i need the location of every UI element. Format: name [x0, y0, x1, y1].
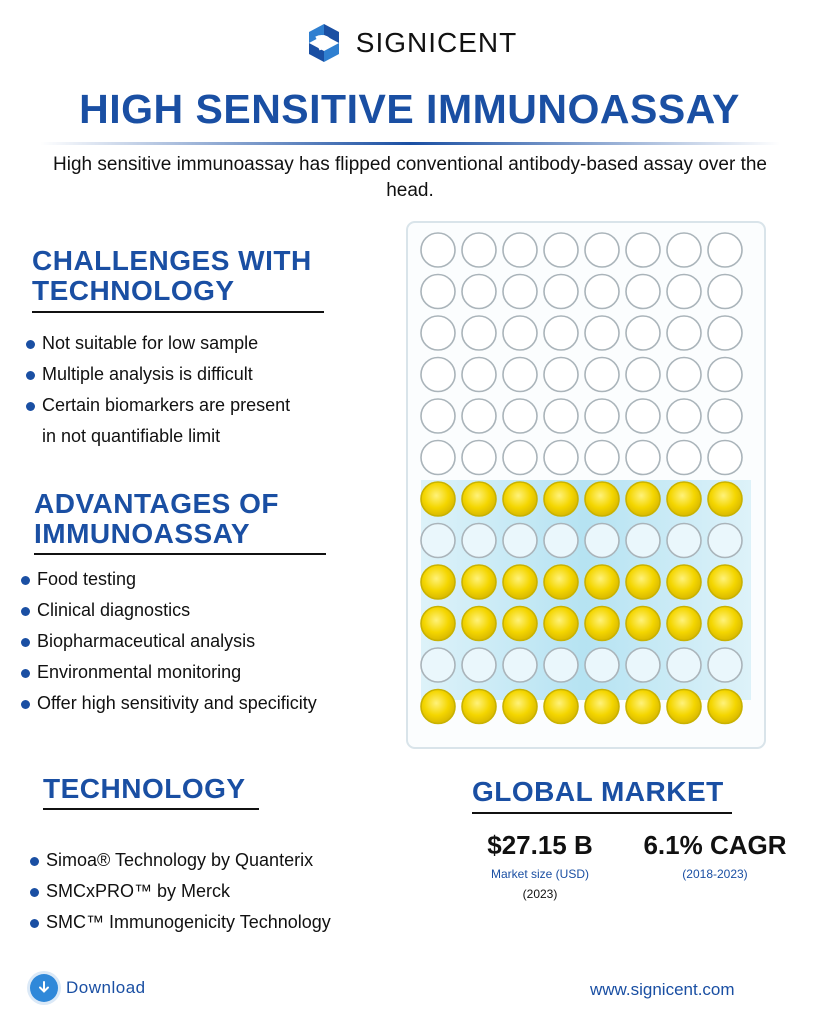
website-link[interactable]: www.signicent.com	[590, 980, 735, 999]
plate-well	[503, 524, 537, 558]
list-item: Environmental monitoring	[21, 657, 411, 688]
advantages-list	[21, 564, 411, 719]
market-size-value: $27.15 B	[487, 830, 593, 860]
plate-well	[708, 233, 742, 267]
plate-well	[708, 441, 742, 475]
plate-well	[462, 275, 496, 309]
advantages-list-wrap	[21, 564, 411, 719]
plate-well	[585, 690, 619, 724]
plate-well	[462, 358, 496, 392]
plate-well	[708, 607, 742, 641]
challenges-heading: CHALLENGES WITH TECHNOLOGY	[32, 245, 312, 306]
market-heading: GLOBAL MARKET	[472, 776, 724, 807]
plate-well	[585, 565, 619, 599]
market-divider	[472, 812, 732, 814]
plate-well	[544, 565, 578, 599]
plate-well	[421, 399, 455, 433]
technology-section	[43, 774, 246, 804]
challenges-divider	[32, 311, 324, 313]
plate-well	[626, 524, 660, 558]
list-item-continuation: in not quantifiable limit	[42, 426, 221, 446]
advantages-section	[34, 489, 279, 549]
plate-well	[708, 482, 742, 516]
plate-well	[626, 233, 660, 267]
plate-well	[503, 441, 537, 475]
plate-well	[708, 690, 742, 724]
cagr-value: 6.1% CAGR	[643, 830, 787, 860]
plate-well	[667, 524, 701, 558]
plate-well	[708, 399, 742, 433]
plate-well	[544, 316, 578, 350]
plate-well	[462, 441, 496, 475]
plate-well	[585, 524, 619, 558]
plate-well	[626, 316, 660, 350]
plate-well	[421, 441, 455, 475]
list-item: SMC™ Immunogenicity Technology	[30, 907, 410, 938]
list-item: Clinical diagnostics	[21, 595, 411, 626]
plate-well	[626, 690, 660, 724]
plate-well	[503, 316, 537, 350]
plate-well	[544, 607, 578, 641]
plate-well	[585, 316, 619, 350]
plate-well	[626, 441, 660, 475]
market-size-year: (2023)	[522, 887, 558, 901]
plate-well	[503, 275, 537, 309]
microplate-image	[405, 220, 770, 750]
download-button[interactable]	[30, 974, 146, 1002]
plate-well	[585, 648, 619, 682]
plate-well	[667, 275, 701, 309]
plate-well	[708, 524, 742, 558]
plate-well	[667, 358, 701, 392]
list-item: Biopharmaceutical analysis	[21, 626, 411, 657]
plate-well	[544, 648, 578, 682]
advantages-heading: ADVANTAGES OF IMMUNOASSAY	[34, 488, 280, 549]
plate-well	[503, 607, 537, 641]
plate-well	[503, 565, 537, 599]
plate-well	[585, 399, 619, 433]
plate-well	[667, 441, 701, 475]
plate-well	[667, 316, 701, 350]
plate-well	[585, 233, 619, 267]
plate-well	[421, 607, 455, 641]
plate-well	[503, 648, 537, 682]
plate-well	[585, 358, 619, 392]
plate-well	[626, 275, 660, 309]
plate-well	[421, 690, 455, 724]
cagr-period: (2018-2023)	[682, 867, 748, 881]
plate-well	[667, 648, 701, 682]
plate-well	[708, 275, 742, 309]
plate-well	[585, 607, 619, 641]
challenges-section	[32, 246, 312, 306]
plate-well	[667, 565, 701, 599]
plate-well	[462, 482, 496, 516]
plate-well	[544, 399, 578, 433]
brand-logo	[0, 18, 819, 68]
technology-list-wrap	[30, 845, 410, 938]
plate-well	[626, 648, 660, 682]
plate-well	[667, 399, 701, 433]
cagr-block	[630, 830, 800, 881]
plate-well	[421, 275, 455, 309]
plate-well	[544, 482, 578, 516]
plate-well	[462, 524, 496, 558]
advantages-divider	[34, 553, 326, 555]
plate-well	[462, 648, 496, 682]
plate-well	[544, 233, 578, 267]
plate-well	[626, 358, 660, 392]
list-item: SMCxPRO™ by Merck	[30, 876, 410, 907]
download-icon	[30, 974, 58, 1002]
list-item: Not suitable for low sample	[26, 328, 396, 359]
plate-well	[667, 482, 701, 516]
plate-well	[421, 482, 455, 516]
plate-well	[462, 233, 496, 267]
plate-well	[503, 358, 537, 392]
plate-well	[462, 607, 496, 641]
plate-well	[626, 565, 660, 599]
technology-divider	[43, 808, 259, 810]
title-divider	[40, 142, 780, 145]
market-section	[472, 777, 724, 807]
plate-well	[708, 316, 742, 350]
plate-well	[544, 441, 578, 475]
plate-well	[667, 690, 701, 724]
plate-well	[626, 399, 660, 433]
plate-well	[544, 524, 578, 558]
plate-well	[544, 690, 578, 724]
plate-well	[708, 565, 742, 599]
page-subtitle: High sensitive immunoassay has flipped conventional antibody-based assay over the head.	[53, 154, 767, 201]
page-title: HIGH SENSITIVE IMMUNOASSAY	[79, 86, 740, 132]
plate-well	[544, 358, 578, 392]
plate-well	[585, 441, 619, 475]
plate-well	[503, 690, 537, 724]
plate-well	[544, 275, 578, 309]
plate-well	[462, 565, 496, 599]
plate-well	[585, 482, 619, 516]
plate-well	[503, 233, 537, 267]
challenges-list-wrap	[26, 328, 396, 452]
plate-well	[667, 607, 701, 641]
plate-well	[503, 399, 537, 433]
market-size-caption: Market size (USD)	[490, 867, 589, 881]
plate-well	[462, 399, 496, 433]
technology-list	[30, 845, 410, 938]
plate-well	[421, 233, 455, 267]
download-label: Download	[66, 978, 146, 997]
plate-well	[462, 316, 496, 350]
list-item: Food testing	[21, 564, 411, 595]
plate-well	[585, 275, 619, 309]
signicent-logo-icon	[302, 21, 346, 65]
list-item: Offer high sensitivity and specificity	[21, 688, 411, 719]
plate-well	[421, 648, 455, 682]
plate-well	[667, 233, 701, 267]
plate-well	[421, 316, 455, 350]
plate-well	[503, 482, 537, 516]
challenges-list	[26, 328, 396, 421]
plate-well	[421, 358, 455, 392]
plate-well	[421, 524, 455, 558]
brand-name: SIGNICENT	[355, 27, 518, 58]
plate-well	[421, 565, 455, 599]
plate-well	[462, 690, 496, 724]
plate-well	[626, 607, 660, 641]
plate-well	[708, 358, 742, 392]
list-item: Certain biomarkers are present	[26, 390, 396, 421]
list-item: Multiple analysis is difficult	[26, 359, 396, 390]
list-item: Simoa® Technology by Quanterix	[30, 845, 410, 876]
plate-well	[626, 482, 660, 516]
plate-well	[708, 648, 742, 682]
market-size-block	[470, 830, 610, 901]
technology-heading: TECHNOLOGY	[43, 773, 246, 804]
